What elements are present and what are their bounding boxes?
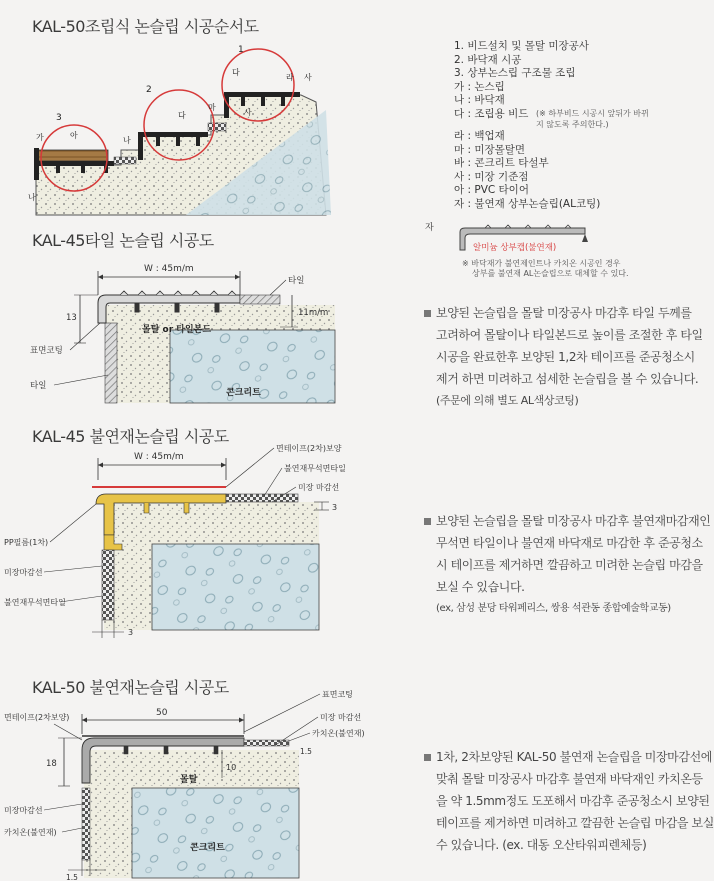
plaster-line-left: 미장마감선 [4, 568, 43, 577]
legend-note: (※ 하부비드 시공시 앞뒤가 바뀌지 않도록 주의한다.) [536, 109, 649, 129]
label-ra: 라 [286, 73, 294, 82]
label-na-left: 나 [28, 193, 36, 202]
dim-1-5-bottom: 1.5 [66, 873, 78, 881]
plaster-line-left: 미장마감선 [4, 806, 43, 815]
plaster-line-label: 미장 마감선 [298, 483, 340, 492]
plaster-line-label: 미장 마감선 [320, 713, 362, 722]
legend-item: 바 : 콘크리트 타설부 [454, 157, 549, 169]
label-a: 아 [70, 131, 78, 140]
legend-item: 2. 바닥재 시공 [454, 53, 522, 66]
step-3-label: 3 [56, 113, 62, 123]
bullet-icon [424, 310, 431, 317]
kal45-nonflammable-diagram [4, 440, 354, 640]
width-label: W : 45m/m [134, 452, 184, 462]
para-line: 맞춰 몰탈 미장공사 마감후 불연재 바닥재인 카치온등 [436, 772, 703, 786]
assembly-legend [454, 40, 656, 211]
tape-label: 면테이프(2차보양) [4, 713, 70, 722]
label-sa-2: 사 [244, 108, 252, 117]
kal50-nonflammable-diagram [4, 688, 365, 881]
para-line: 을 약 1.5mm정도 도포해서 마감후 준공청소시 보양된 [436, 794, 710, 808]
legend-item: 1. 비드설치 및 몰탈 미장공사 [454, 40, 589, 52]
para-line: (주문에 의해 별도 AL색상코팅) [436, 394, 579, 407]
concrete-label: 콘크리트 [190, 843, 225, 853]
para-line: 고려하여 몰탈이나 타일본드로 높이를 조절한 후 타일 [436, 328, 703, 342]
height-11: 11m/m [298, 308, 329, 318]
bullet-icon [424, 518, 431, 525]
cation-label: 카치온(불연재) [312, 729, 365, 738]
pp-film-label: PP필름(1차) [4, 538, 49, 547]
para-line: 1차, 2차보양된 KAL-50 불연재 논슬립을 미장마감선에 [436, 750, 712, 764]
para-line: 수 있습니다. (ex. 대동 오산타워피렌체등) [436, 838, 647, 852]
legend-item: 마 : 미장몰탈면 [454, 143, 526, 156]
cation-label-left: 카치온(불연재) [4, 828, 57, 837]
legend-item: 다 : 조립용 비드 [454, 107, 529, 120]
ja-note-2: 상부를 불연재 AL논슬립으로 대체할 수 있다. [472, 269, 629, 278]
para-line: 무석면 타일이나 불연재 바닥재로 마감한 후 준공청소 [436, 536, 703, 550]
para-line: 보실 수 있습니다. [436, 580, 525, 594]
label-na: 나 [123, 136, 131, 145]
kal45-tile-diagram [30, 255, 360, 405]
legend-item: 사 : 미장 기준점 [454, 170, 529, 183]
label-da-2: 다 [178, 111, 186, 120]
surface-coating-label: 표면코팅 [30, 346, 63, 356]
surface-coating-label: 표면코팅 [322, 690, 353, 699]
mortar-label: 몰탈 [180, 775, 198, 785]
para-line: 시 테이프를 제거하면 깔끔하고 미려한 논슬립 마감을 [436, 558, 703, 572]
tile-label-left: 타일 [30, 381, 47, 391]
para-line: 보양된 논슬립을 몰탈 미장공사 마감후 불연재마감재인 [436, 514, 711, 528]
section3-title: KAL-45 불연재논슬립 시공도 [32, 427, 229, 446]
ja-label: 자 [425, 223, 434, 233]
dim-18: 18 [46, 759, 57, 769]
concrete-label: 콘크리트 [226, 388, 261, 398]
dim-3-right: 3 [332, 503, 338, 512]
section2-title: KAL-45타일 논슬립 시공도 [32, 231, 214, 250]
assembly-sequence-diagram [26, 40, 346, 215]
para-line: 보양된 논슬립을 몰탈 미장공사 마감후 타일 두께를 [436, 306, 692, 320]
tile-label-right: 불연재무석면타일 [284, 464, 346, 473]
label-ma: 마 [208, 103, 216, 112]
step-1-label: 1 [238, 45, 244, 55]
section4-title: KAL-50 불연재논슬립 시공도 [32, 678, 229, 697]
aluminum-cap-diagram [425, 218, 605, 260]
step-2-label: 2 [146, 85, 152, 95]
bullet-icon [424, 754, 431, 761]
tile-label-left: 불연재무석면타일 [4, 598, 66, 607]
section4-description [424, 746, 714, 856]
legend-item: 라 : 백업재 [454, 130, 505, 142]
dim-3-bottom: 3 [128, 628, 134, 637]
legend-item: 가 : 논스립 [454, 80, 505, 93]
para-line: (ex, 삼성 분당 타워페리스, 쌍용 석관동 종합예술학교동) [436, 603, 671, 614]
legend-item: 아 : PVC 타이어 [454, 184, 529, 196]
dim-10: 10 [226, 763, 237, 772]
legend-item: 나 : 바닥재 [454, 94, 505, 106]
ja-note-1: ※ 바닥재가 불연제인트나 카치온 시공인 경우 [462, 259, 621, 268]
label-sa: 사 [304, 73, 312, 82]
tape-label: 면테이프(2차)보양 [276, 444, 342, 453]
para-line: 제거 하면 미려하고 섬세한 논슬립을 볼 수 있습니다. [436, 372, 699, 386]
ja-caption: 알미늄 상부캡(불연재) [473, 243, 557, 253]
section3-description [424, 510, 711, 620]
height-13: 13 [66, 313, 77, 323]
legend-item: 자 : 불연재 상부논슬립(AL코팅) [454, 197, 601, 210]
legend-item: 3. 상부논스립 구조물 조립 [454, 67, 576, 79]
para-line: 테이프를 제거하면 미려하고 깔끔한 논슬립 마감을 보실 [436, 816, 714, 830]
label-ga: 가 [36, 133, 44, 142]
tile-label-right: 타일 [288, 276, 305, 286]
section2-description [424, 302, 703, 412]
mortar-label: 몰탈 or 타일본드 [142, 325, 212, 335]
width-50: 50 [156, 708, 168, 718]
width-label: W : 45m/m [144, 264, 194, 274]
dim-1-5: 1.5 [300, 747, 312, 756]
section1-title: KAL-50조립식 논슬립 시공순서도 [32, 17, 259, 36]
label-da-1: 다 [232, 68, 240, 77]
para-line: 시공을 완료한후 보양된 1,2차 테이프를 준공청소시 [436, 350, 695, 364]
